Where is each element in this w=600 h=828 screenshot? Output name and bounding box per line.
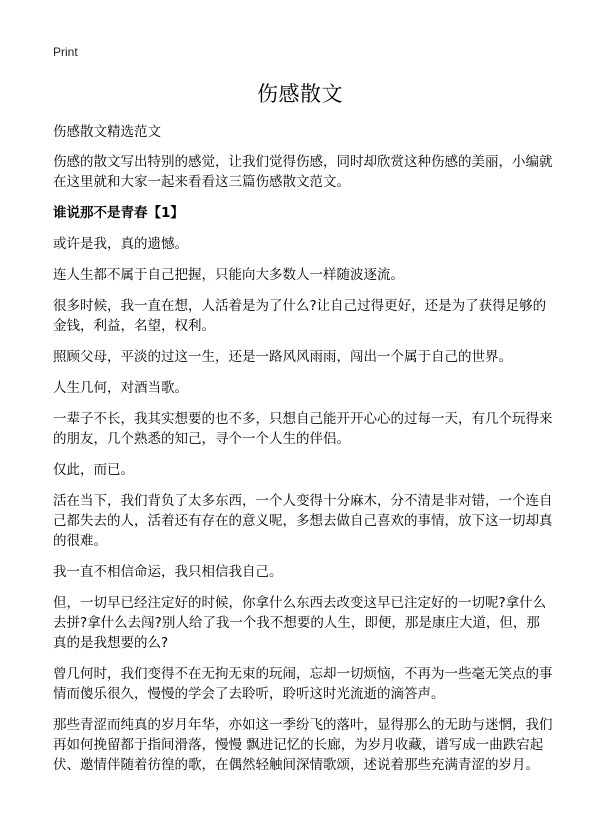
paragraph: 一辈子不长，我其实想要的也不多，只想自己能开开心心的过每一天，有几个玩得来的朋友，几个熟悉的知己，寻个一个人生的伴侣。 [53,411,553,447]
paragraph: 人生几何，对酒当歌。 [53,380,188,396]
paragraph: 活在当下，我们背负了太多东西，一个人变得十分麻木，分不清是非对错，一个连自己都失去的人，活着还有存在的意义呢，多想去做自己喜欢的事情，放下这一切却真的很难。 [53,493,553,549]
paragraph: 仅此，而已。 [53,462,134,478]
paragraph: 曾几何时，我们变得不在无拘无束的玩闹，忘却一切烦恼，不再为一些毫无笑点的事情而傻乐很久，慢慢的学会了去聆听，聆听这时光流逝的滴答声。 [53,666,553,702]
section-heading: 谁说那不是青春【1】 [53,205,184,221]
paragraph: 那些青涩而纯真的岁月年华，亦如这一季纷飞的落叶，显得那么的无助与迷惘，我们再如何挽留都于指间滑落，慢慢 飘进记忆的长廊，为岁月收藏，谱写成一曲跌宕起伏、邀情伴随着彷徨的歌，在偶然轻触间深情歌颂，述说着那些充满青涩的岁月。 [53,717,553,773]
article-subtitle: 伤感散文精选范文 [53,124,161,140]
print-link[interactable]: Print [53,45,78,59]
page-title: 伤感散文 [257,82,343,106]
article-body [53,122,553,786]
paragraph: 但，一切早已经注定好的时候，你拿什么东西去改变这早已注定好的一切呢?拿什么去拼?拿什么去闯?别人给了我一个我不想要的人生，即便，那是康庄大道，但，那真的是我想要的么? [53,595,547,651]
paragraph: 照顾父母，平淡的过这一生，还是一路风风雨雨，闯出一个属于自己的世界。 [53,349,512,365]
paragraph: 我一直不相信命运，我只相信我自己。 [53,564,283,580]
paragraph: 很多时候，我一直在想，人活着是为了什么?让自己过得更好，还是为了获得足够的金钱，利益，名望，权利。 [53,298,547,334]
paragraph: 或许是我，真的遗憾。 [53,236,188,252]
paragraph: 连人生都不属于自己把握，只能向大多数人一样随波逐流。 [53,267,404,283]
intro-paragraph: 伤感的散文写出特别的感觉，让我们觉得伤感，同时却欣赏这种伤感的美丽，小编就在这里就和大家一起来看看这三篇伤感散文范文。 [53,154,553,190]
